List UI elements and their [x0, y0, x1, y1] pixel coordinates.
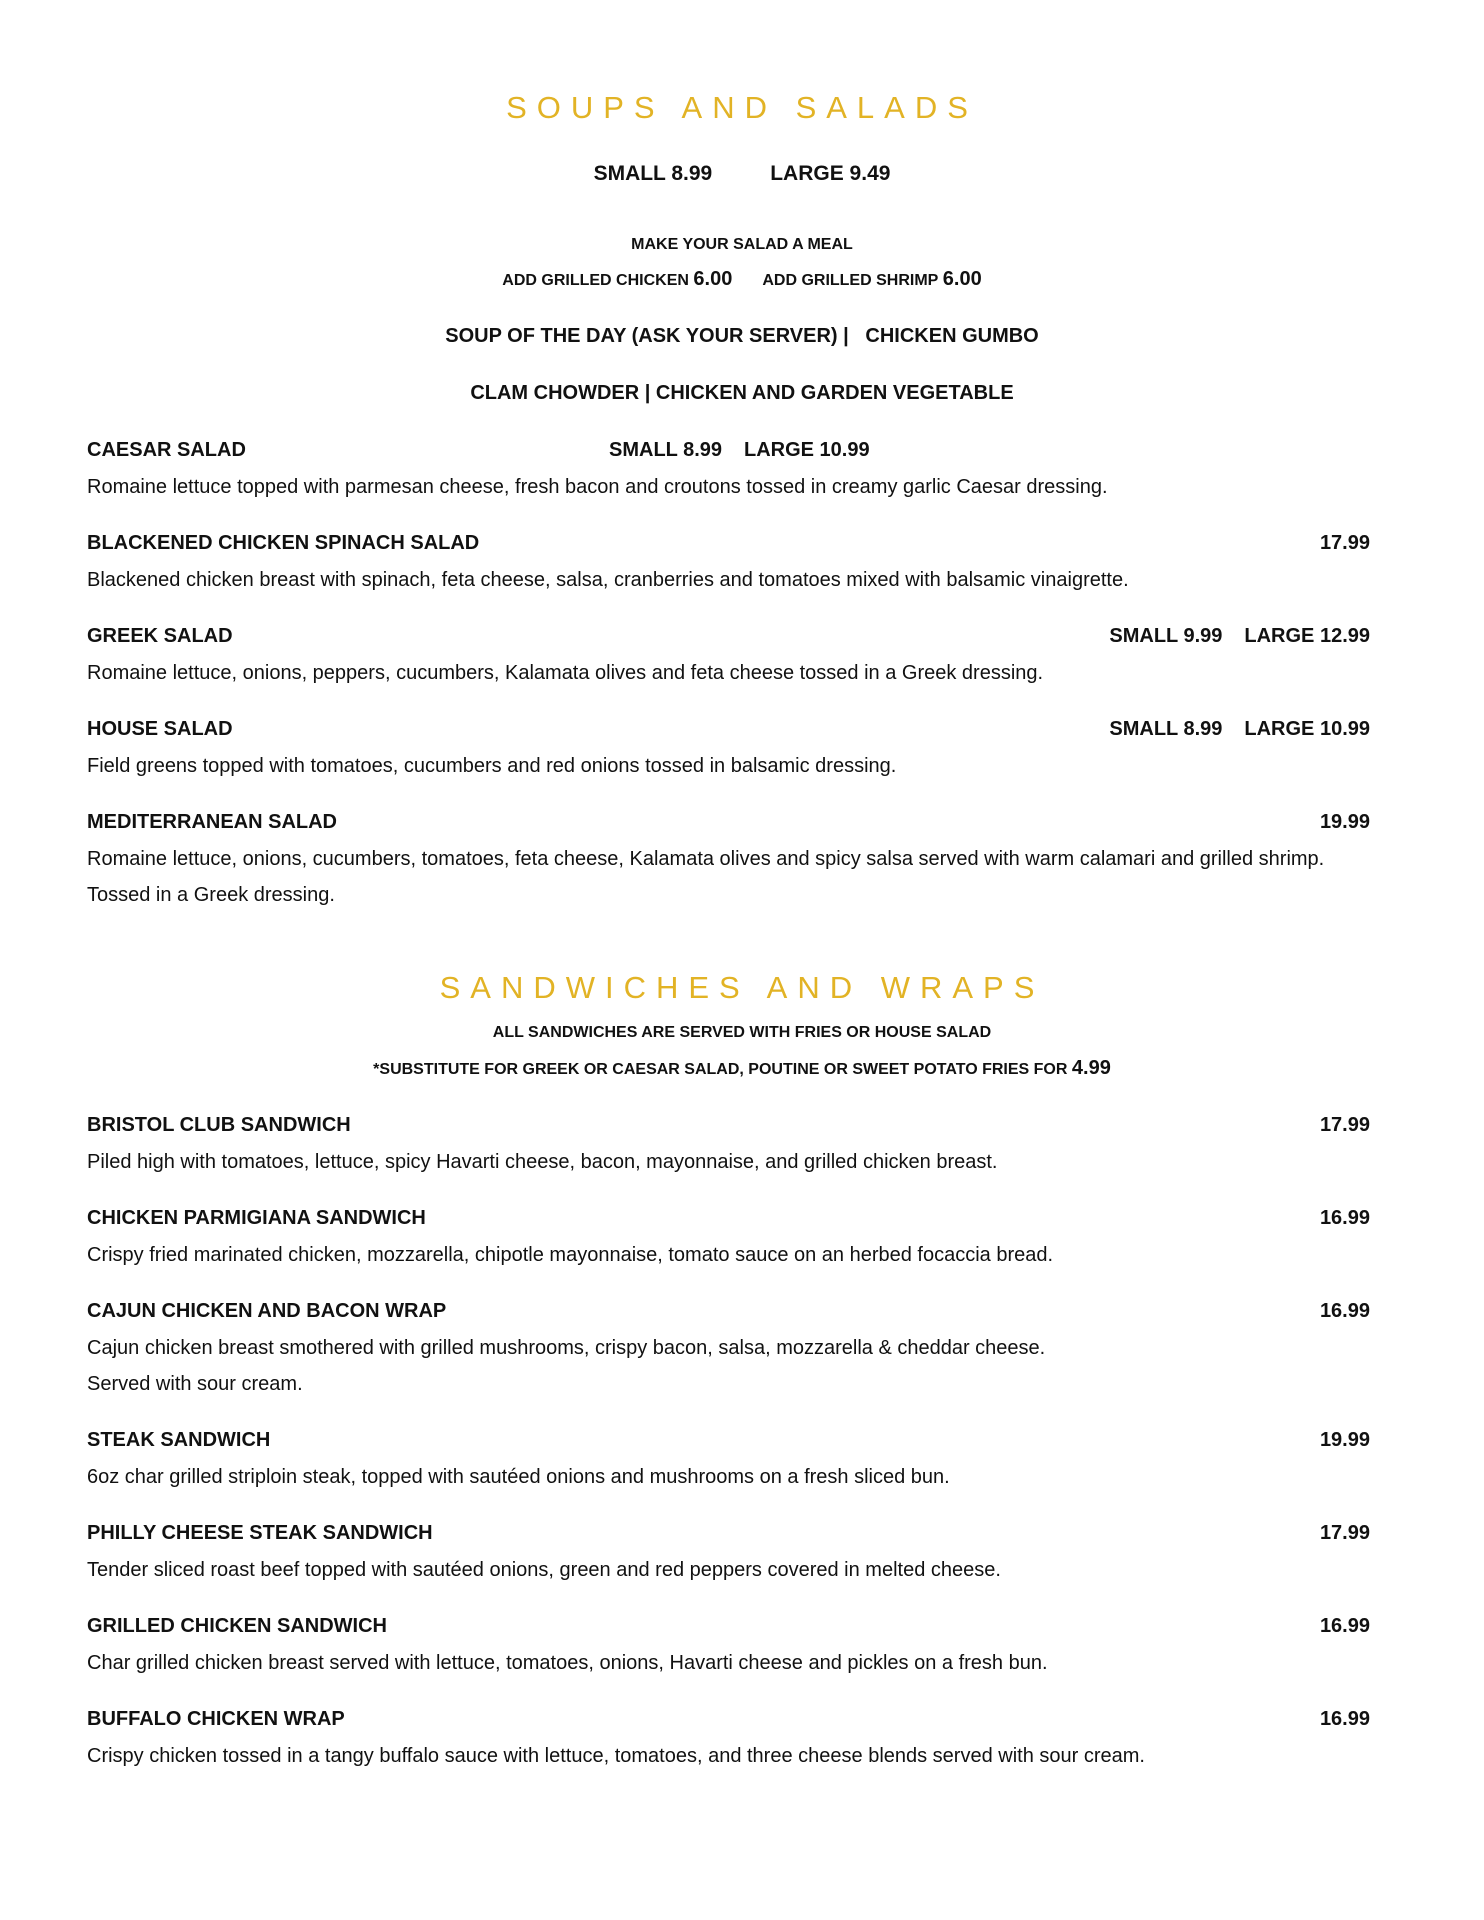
item-description: Field greens topped with tomatoes, cucumbers and red onions tossed in balsamic dressing.	[87, 755, 897, 777]
section-title-sandwiches-wraps: SANDWICHES AND WRAPS	[439, 970, 1045, 1005]
item-description: Blackened chicken breast with spinach, feta cheese, salsa, cranberries and tomatoes mixed with balsamic vinaigrette.	[87, 569, 1129, 591]
soup-sizes	[0, 162, 1484, 186]
addon-chicken-label: ADD GRILLED CHICKEN	[502, 272, 689, 289]
item-name: CAESAR SALAD	[87, 439, 246, 461]
menu-item	[87, 1708, 1370, 1774]
item-description: Crispy fried marinated chicken, mozzarella, chipotle mayonnaise, tomato sauce on an herbed focaccia bread.	[87, 1244, 1054, 1266]
menu-item	[87, 811, 1370, 913]
soup-size-small: SMALL 8.99	[593, 162, 713, 185]
item-name: CAJUN CHICKEN AND BACON WRAP	[87, 1300, 447, 1322]
item-price: 16.99	[1319, 1615, 1370, 1637]
item-description: Crispy chicken tossed in a tangy buffalo sauce with lettuce, tomatoes, and three cheese blends served with sour cream.	[87, 1745, 1145, 1767]
soups-line-1: SOUP OF THE DAY (ASK YOUR SERVER) | CHICKEN GUMBO	[445, 325, 1039, 347]
item-description: Tender sliced roast beef topped with sautéed onions, green and red peppers covered in melted cheese.	[87, 1559, 1001, 1581]
addon-shrimp-label: ADD GRILLED SHRIMP	[762, 272, 939, 289]
item-description: Piled high with tomatoes, lettuce, spicy Havarti cheese, bacon, mayonnaise, and grilled chicken breast.	[87, 1151, 998, 1173]
item-price	[1109, 718, 1370, 741]
meal-note: MAKE YOUR SALAD A MEAL	[631, 236, 853, 253]
item-name: MEDITERRANEAN SALAD	[87, 811, 337, 833]
price-small: SMALL 8.99	[1109, 718, 1223, 740]
sandwich-note: ALL SANDWICHES ARE SERVED WITH FRIES OR HOUSE SALAD	[492, 1024, 992, 1041]
item-description: Romaine lettuce topped with parmesan cheese, fresh bacon and croutons tossed in creamy garlic Caesar dressing.	[87, 476, 1108, 498]
item-description-line-2: Served with sour cream.	[87, 1373, 303, 1395]
item-price	[1109, 625, 1370, 648]
menu-item	[87, 1114, 1370, 1180]
addon-chicken-price: 6.00	[693, 268, 733, 290]
section-title-soups-salads: SOUPS AND SALADS	[506, 90, 978, 125]
soup-size-large: LARGE 9.49	[770, 162, 891, 185]
item-description: 6oz char grilled striploin steak, topped with sautéed onions and mushrooms on a fresh sliced bun.	[87, 1466, 950, 1488]
item-description: Cajun chicken breast smothered with grilled mushrooms, crispy bacon, salsa, mozzarella & cheddar cheese.	[87, 1337, 1046, 1359]
menu-item	[87, 1207, 1370, 1273]
item-price: 17.99	[1319, 1522, 1370, 1544]
menu-item	[87, 1615, 1370, 1681]
item-price: 16.99	[1319, 1708, 1370, 1730]
item-price: 16.99	[1319, 1300, 1370, 1322]
soups-line-2: CLAM CHOWDER | CHICKEN AND GARDEN VEGETABLE	[470, 382, 1014, 404]
item-name: STEAK SANDWICH	[87, 1429, 271, 1451]
price-small: SMALL 9.99	[1109, 625, 1223, 647]
price-large: LARGE 10.99	[744, 439, 870, 461]
menu-item	[87, 718, 1370, 784]
item-description: Char grilled chicken breast served with lettuce, tomatoes, onions, Havarti cheese and pickles on a fresh bun.	[87, 1652, 1048, 1674]
item-price: 17.99	[1319, 1114, 1370, 1136]
item-name: HOUSE SALAD	[87, 718, 233, 740]
item-price: 19.99	[1319, 811, 1370, 833]
substitute-price: 4.99	[1071, 1057, 1111, 1079]
menu-item	[87, 1300, 1370, 1402]
item-name: GREEK SALAD	[87, 625, 233, 647]
item-price: 16.99	[1319, 1207, 1370, 1229]
item-price	[609, 439, 870, 462]
menu-item	[87, 532, 1370, 598]
menu-item	[87, 1522, 1370, 1588]
menu-item	[87, 439, 1370, 505]
item-description: Romaine lettuce, onions, cucumbers, tomatoes, feta cheese, Kalamata olives and spicy salsa served with warm calamari and grilled shrimp. Tossed in a Greek dressing.	[87, 848, 1325, 906]
menu-item	[87, 1429, 1370, 1495]
price-large: LARGE 12.99	[1244, 625, 1370, 647]
item-name: PHILLY CHEESE STEAK SANDWICH	[87, 1522, 433, 1544]
addon-shrimp-price: 6.00	[942, 268, 982, 290]
substitute-note	[0, 1057, 1484, 1080]
price-large: LARGE 10.99	[1244, 718, 1370, 740]
item-name: CHICKEN PARMIGIANA SANDWICH	[87, 1207, 426, 1229]
item-description: Romaine lettuce, onions, peppers, cucumbers, Kalamata olives and feta cheese tossed in a Greek dressing.	[87, 662, 1044, 684]
item-price: 19.99	[1319, 1429, 1370, 1451]
addons	[0, 268, 1484, 291]
menu-item	[87, 625, 1370, 691]
item-price: 17.99	[1319, 532, 1370, 554]
item-name: GRILLED CHICKEN SANDWICH	[87, 1615, 387, 1637]
item-name: BUFFALO CHICKEN WRAP	[87, 1708, 345, 1730]
item-name: BRISTOL CLUB SANDWICH	[87, 1114, 351, 1136]
price-small: SMALL 8.99	[609, 439, 722, 461]
item-name: BLACKENED CHICKEN SPINACH SALAD	[87, 532, 480, 554]
substitute-text: *SUBSTITUTE FOR GREEK OR CAESAR SALAD, POUTINE OR SWEET POTATO FRIES FOR	[373, 1061, 1068, 1078]
